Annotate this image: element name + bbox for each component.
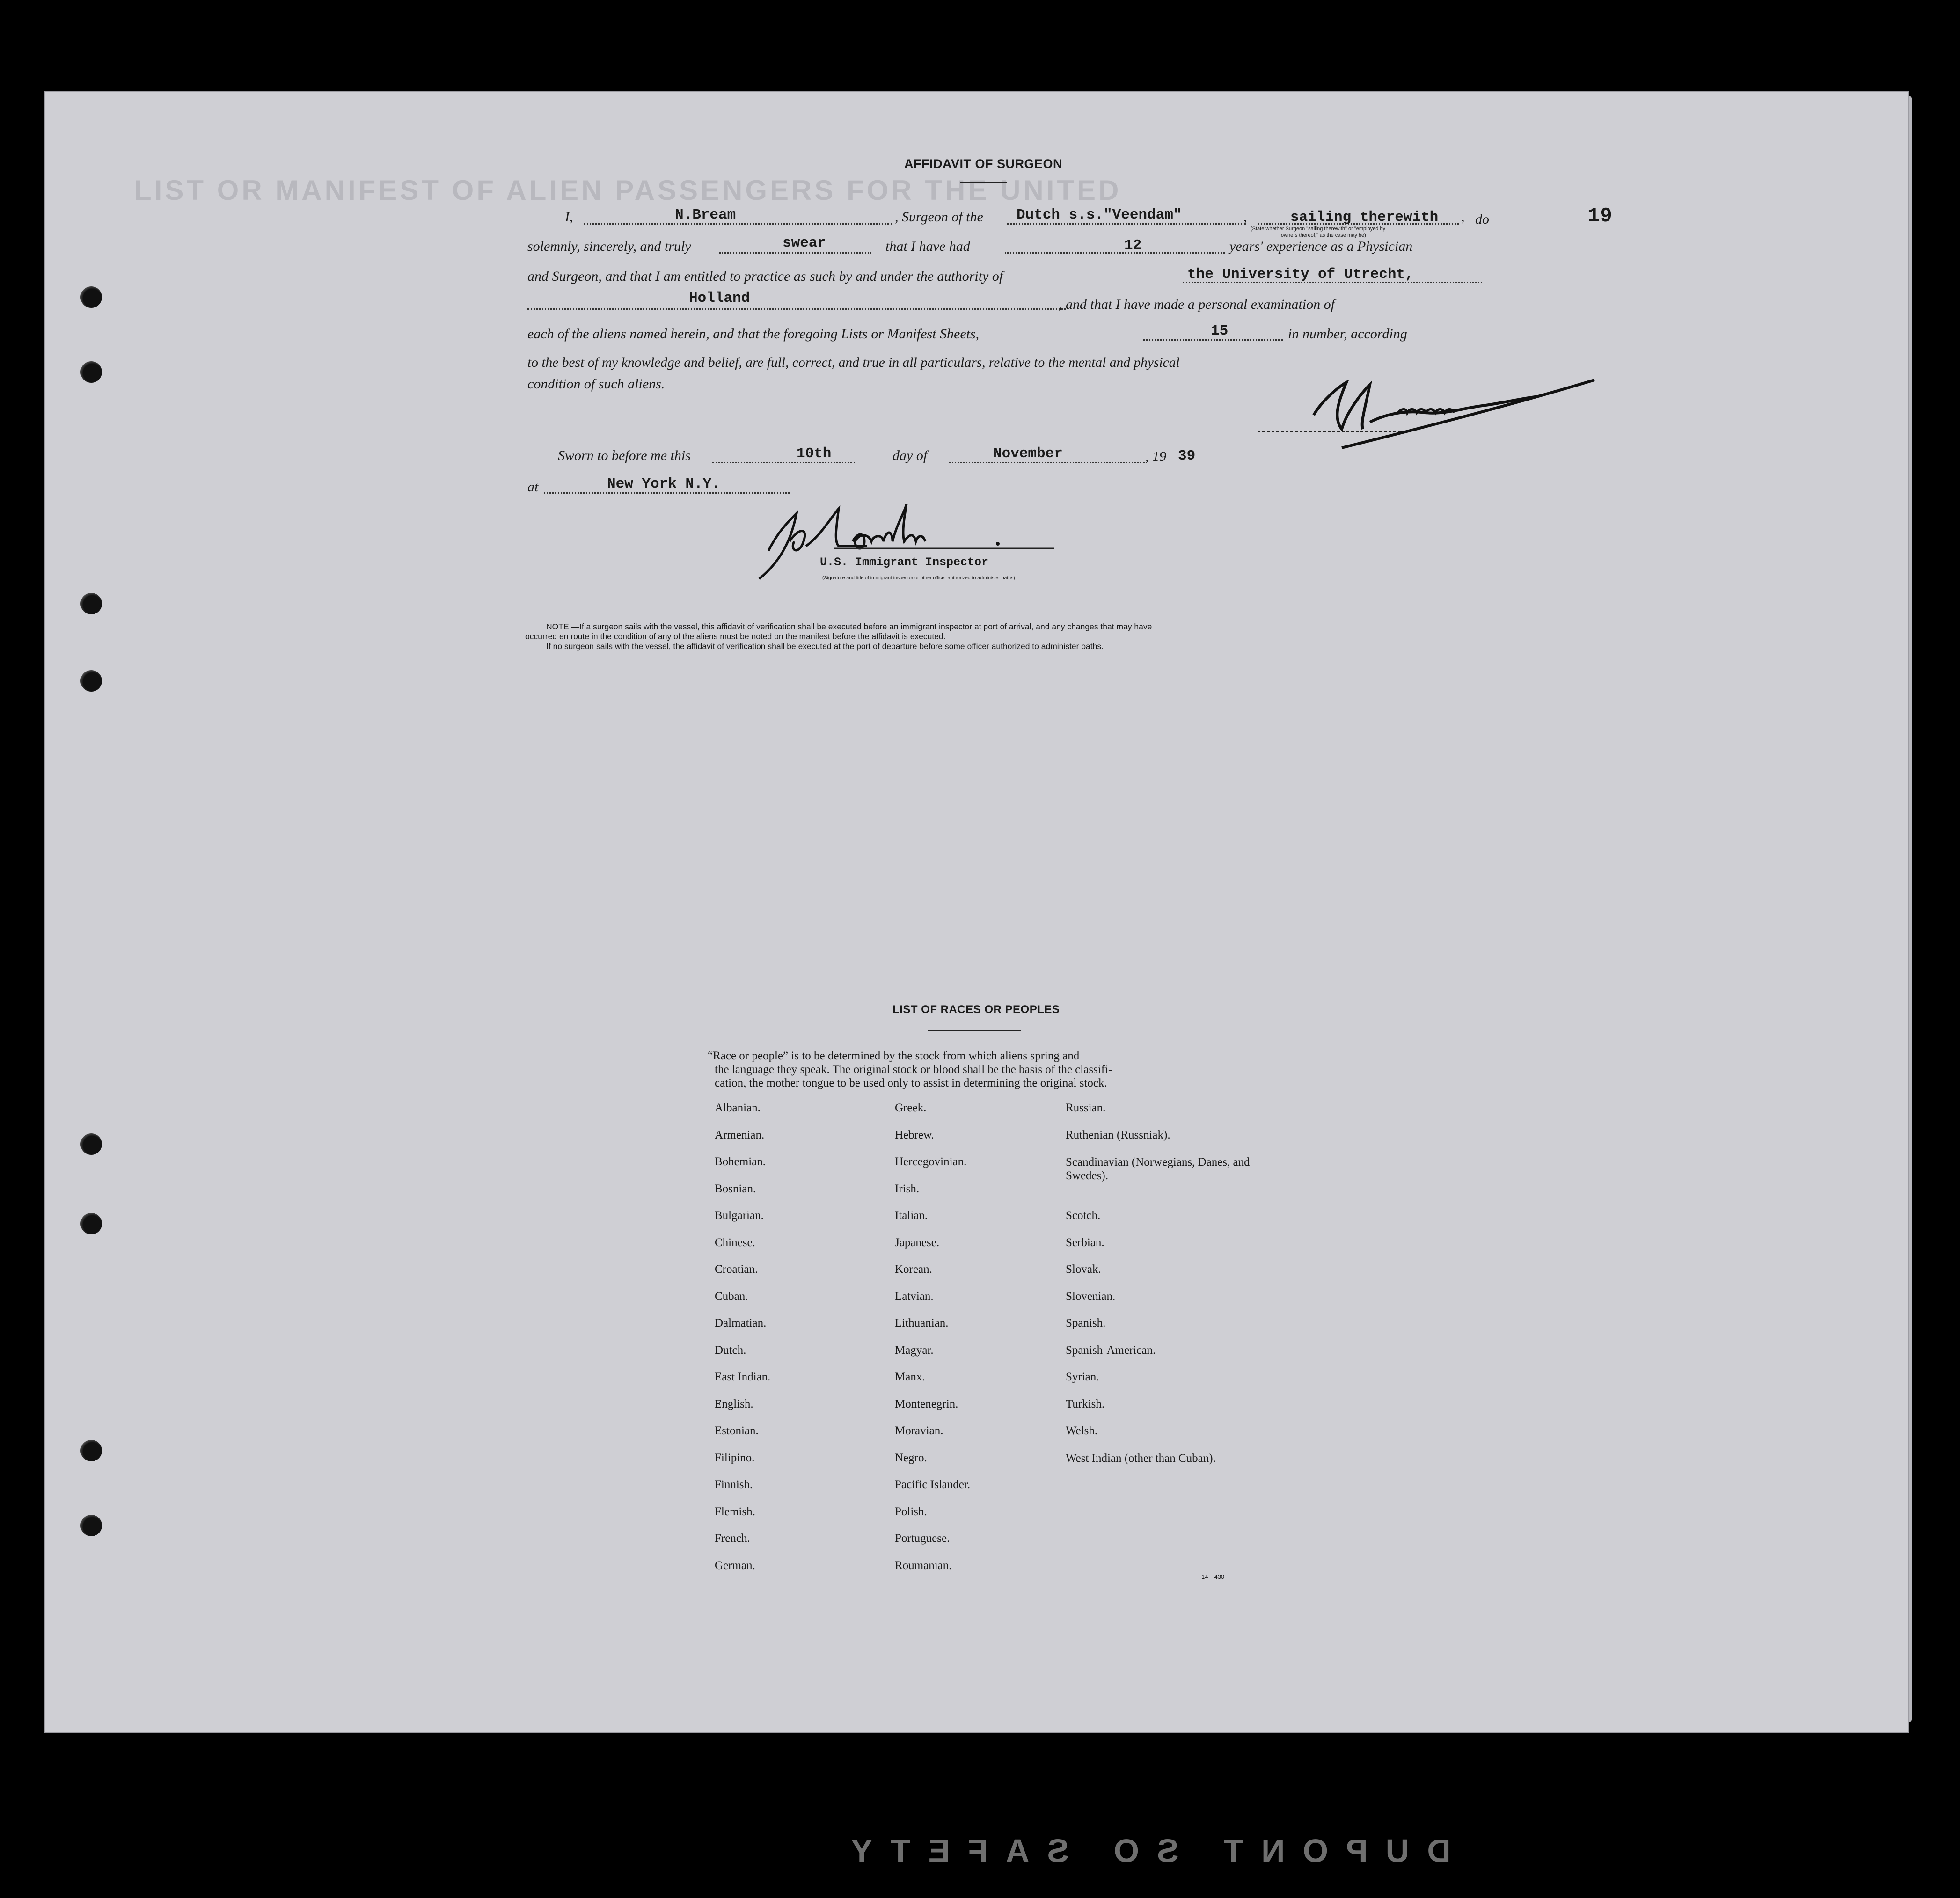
text-personal-exam: , and that I have made a personal examination of [1059,297,1335,312]
race-item: Finnish. [715,1478,753,1491]
text-that-i-have-had: that I have had [885,239,970,254]
race-item: Bosnian. [715,1182,756,1195]
race-item: Albanian. [715,1102,761,1114]
races-column-2 [895,1102,970,1586]
race-item: Slovak. [1066,1263,1101,1276]
race-item: Bulgarian. [715,1209,764,1222]
sworn-year: 39 [1178,448,1196,464]
years-experience: 12 [1124,237,1142,254]
race-item: Japanese. [895,1236,940,1249]
sheet-count: 15 [1211,323,1229,339]
race-item: Moravian. [895,1424,943,1437]
race-item: Croatian. [715,1263,758,1276]
race-item: French. [715,1532,750,1545]
race-item: Roumanian. [895,1559,952,1572]
binder-hole [80,1133,102,1155]
race-item: Dutch. [715,1343,746,1357]
races-intro-3: cation, the mother tongue to be used only to assist in determining the original stock. [715,1077,1107,1089]
race-item: Scotch. [1066,1209,1101,1222]
sheet-count-line [1143,339,1283,341]
race-item: Polish. [895,1505,927,1518]
race-item: Chinese. [715,1236,755,1249]
binder-hole [80,670,102,692]
authority-2: Holland [689,290,750,307]
race-item: Hercegovinian. [895,1155,967,1168]
race-item: Slovenian. [1066,1290,1116,1303]
word-do: do [1475,212,1489,227]
text-each-alien: each of the aliens named herein, and that the foregoing Lists or Manifest Sheets, [527,326,980,342]
page-number: 19 [1587,204,1612,228]
authority-line-2 [527,308,1066,310]
inspector-title: U.S. Immigrant Inspector [820,555,989,569]
surgeon-name-line [584,223,892,225]
surgeon-name: N.Bream [675,207,736,223]
race-item: Lithuanian. [895,1317,949,1329]
race-item: Turkish. [1066,1397,1105,1410]
note-line-2: occurred en route in the condition of any of the aliens must be noted on the manifest before the affidavit is executed. [525,632,946,641]
race-item: Welsh. [1066,1424,1098,1437]
title-rule [960,182,1007,183]
status-note-2: owners thereof," as the case may be) [1281,233,1366,238]
binder-hole [80,1515,102,1536]
race-item: Spanish-American. [1066,1343,1156,1357]
text-sworn: Sworn to before me this [558,448,691,463]
text-day-of: day of [892,448,928,463]
race-item: Scandinavian (Norwegians, Danes, and Swedes). [1066,1156,1250,1182]
race-item: Serbian. [1066,1236,1104,1249]
sworn-month: November [993,445,1063,462]
sworn-day-line [712,462,855,463]
word-surgeon-of: , Surgeon of the [895,209,983,225]
inspector-caption: (Signature and title of immigrant inspector or other officer authorized to administer oaths) [822,575,1015,581]
inspector-signature [745,495,1129,588]
sworn-month-line [949,462,1145,463]
race-item: Montenegrin. [895,1397,958,1410]
film-edge-text: DUPONT SO SAFETY [833,1832,1451,1869]
race-item: West Indian (other than Cuban). [1066,1452,1216,1465]
races-title: LIST OF RACES OR PEOPLES [892,1003,1060,1016]
document-page [44,91,1909,1733]
comma-1: , [1243,209,1247,225]
race-item: East Indian. [715,1371,771,1383]
years-line [1005,252,1225,254]
race-item: Magyar. [895,1343,934,1357]
race-item: Spanish. [1066,1317,1106,1329]
text-at: at [527,479,539,495]
sailing-status: sailing therewith [1290,209,1439,226]
text-and-surgeon: and Surgeon, and that I am entitled to practice as such by and under the authority of [527,269,1003,284]
race-item: English. [715,1397,753,1410]
race-item: Portuguese. [895,1532,950,1545]
races-intro-2: the language they speak. The original stock or blood shall be the basis of the classifi- [715,1063,1112,1076]
binder-hole [80,361,102,383]
oath-line [719,252,871,254]
authority-1: the University of Utrecht, [1187,266,1414,283]
races-title-rule [928,1030,1021,1031]
note-line-1: NOTE.—If a surgeon sails with the vessel, this affidavit of verification shall be executed before an immigrant inspector at port of arrival, and any changes that may have [546,622,1152,631]
race-item: Irish. [895,1182,920,1195]
text-solemnly: solemnly, sincerely, and truly [527,239,691,254]
race-item: Hebrew. [895,1128,934,1141]
binder-hole [80,1440,102,1461]
race-item: German. [715,1559,755,1572]
sworn-place: New York N.Y. [607,476,720,492]
text-condition: condition of such aliens. [527,376,665,392]
races-column-3 [1066,1102,1262,1505]
status-note-1: (State whether Surgeon "sailing therewith" or "employed by [1251,226,1386,232]
race-item: Russian. [1066,1102,1106,1114]
race-item: Filipino. [715,1451,755,1464]
affidavit-title: AFFIDAVIT OF SURGEON [904,157,1062,171]
race-item: Estonian. [715,1424,759,1437]
surgeon-signature [1126,366,1609,460]
vessel-name: Dutch s.s."Veendam" [1017,207,1182,223]
text-years-experience: years' experience as a Physician [1229,239,1413,254]
note-line-3: If no surgeon sails with the vessel, the affidavit of verification shall be executed at the port of departure before some officer authorized to administer oaths. [546,642,1104,651]
bleed-through-text: LIST OR MANIFEST OF ALIEN PASSENGERS FOR THE UNITED [134,175,1122,206]
race-item: Armenian. [715,1128,765,1141]
race-item: Dalmatian. [715,1317,767,1329]
race-item: Bohemian. [715,1155,766,1168]
form-number: 14—430 [1201,1573,1225,1580]
race-item: Greek. [895,1102,927,1114]
binder-hole [80,286,102,308]
comma-2: , [1461,209,1465,225]
text-in-number: in number, according [1288,326,1407,342]
vessel-line [1007,223,1246,225]
races-intro-1: “Race or people” is to be determined by the stock from which aliens spring and [708,1050,1080,1062]
race-item: Syrian. [1066,1371,1099,1383]
oath-type: swear [783,235,826,251]
race-item: Cuban. [715,1290,748,1303]
race-item: Pacific Islander. [895,1478,971,1491]
word-i: I, [565,209,573,225]
race-item: Italian. [895,1209,928,1222]
race-item: Ruthenian (Russniak). [1066,1128,1170,1141]
binder-hole [80,1213,102,1234]
race-item: Negro. [895,1451,927,1464]
race-item: Korean. [895,1263,932,1276]
race-item: Manx. [895,1371,925,1383]
text-year-prefix: , 19 [1145,449,1166,464]
race-item: Latvian. [895,1290,934,1303]
binder-hole [80,593,102,614]
race-item: Flemish. [715,1505,755,1518]
sworn-day: 10th [797,445,832,462]
text-knowledge: to the best of my knowledge and belief, are full, correct, and true in all particulars, relative to the mental and physical [527,355,1180,370]
sworn-place-line [544,492,790,494]
races-column-1 [715,1102,770,1586]
